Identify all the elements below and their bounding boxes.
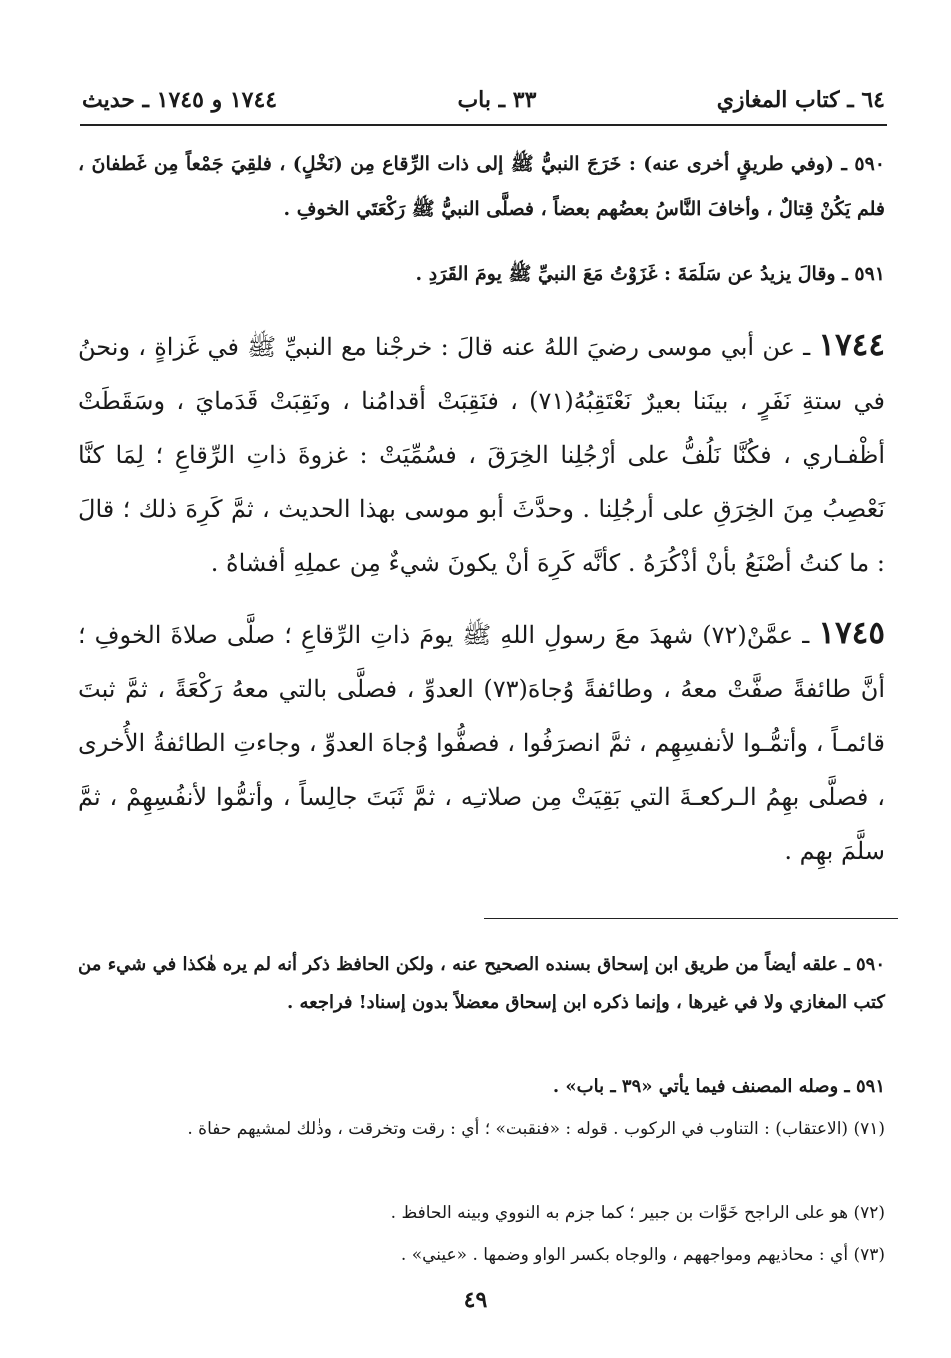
narration-590: ٥٩٠ ـ (وفي طريقٍ أخرى عنه) : خَرَجَ النبيُّ ﷺ إلى ذات الرِّقاع مِن (نَخْلٍ) ، فلقِيَ جَمْعاً مِن غَطفانَ ، فلم يَكُنْ قِتالٌ ، وأخافَ النَّاسُ بعضُهم بعضاً ، فصلَّى النبيُّ ﷺ رَكْعَتَي الخوفِ . [78,153,885,220]
note-590: ٥٩٠ ـ علقه أيضاً من طريق ابن إسحاق بسنده الصحيح عنه ، ولكن الحافظ ذكر أنه لم يره هٰكذا في شيء من كتب المغازي ولا في غيرها ، وإنما ذكره ابن إسحاق معضلاً بدون إسناد! فراجعه . [78,954,885,1013]
hadith-text: ـ عمَّنْ(٧٢) شهدَ معَ رسولِ اللهِ ﷺ يومَ ذاتِ الرِّقاعِ ؛ صلَّى صلاةَ الخوفِ ؛ أنَّ طائفةً صفَّتْ معهُ ، وطائفةً وُجاهَ(٧٣) العدوِّ ، فصلَّى بالتي معهُ رَكْعَةً ، ثمَّ ثبتَ قائمـاً ، وأتمُّـوا لأنفسِهِم ، ثمَّ انصرَفُوا ، فصفُّوا وُجاهَ العدوِّ ، وجاءتِ الطائفةُ الأُخرى ، فصلَّى بهِمُ الـركعـةَ التي بَقِيَتْ مِن صلاتـِه ، ثمَّ ثَبَتَ جالِساً ، وأتمُّوا لأنفُسِهِمْ ، ثمَّ سلَّمَ بهِم . [78,621,886,865]
hadith-number: ١٧٤٥ [818,615,885,651]
hadith-1745 [78,606,885,878]
narration-591: ٥٩١ ـ وقالَ يزيدُ عن سَلَمَةَ : غَزَوْتُ مَعَ النبيِّ ﷺ يومَ القَرَدِ . [415,263,885,285]
hadith-1744 [78,318,885,590]
page-number: ٤٩ [463,1287,488,1313]
note-591: ٥٩١ ـ وصله المصنف فيما يأتي «٣٩ ـ باب» . [552,1076,885,1097]
header-chapter: ٣٣ ـ باب [457,87,537,113]
hadith-text: ـ عن أبي موسى رضيَ اللهُ عنه قالَ : خرجْنا مع النبيِّ ﷺ في غَزاةٍ ، ونحنُ في ستةِ نَفَرٍ ، بينَنا بعيرٌ نَعْتَقِبُهُ(٧١) ، فنَقِبَتْ أقدامُنا ، ونَقِبَتْ قَدَمايَ ، وسَقَطَتْ أظْفـاري ، فكُنَّا نَلُفُّ على أرْجُلِنا الخِرَقَ ، فسُمِّيَتْ : غزوةَ ذاتِ الرِّقاعِ ؛ لِمَا كنَّا نَعْصِبُ مِنَ الخِرَقِ على أرجُلِنا . وحدَّثَ أبو موسى بهذا الحديث ، ثمَّ كَرِهَ ذلك ؛ قالَ : ما كنتُ أصْنَعُ بأنْ أذْكُرَهُ . كأنَّه كَرِهَ أنْ يكونَ شيءٌ مِن عملِهِ أفشاهُ . [78,333,886,577]
footnote-divider [484,918,898,919]
footnote-73: (٧٣) أي : محاذيهم ومواجههم ، والوجاه بكسر الواو وضمها . «عيني» . [400,1245,885,1265]
header-book-title: ٦٤ ـ كتاب المغازي [716,87,885,113]
footnote-72: (٧٢) هو على الراجح خَوَّات بن جبير ؛ كما جزم به النووي وبينه الحافظ . [390,1203,885,1223]
header-hadith-range: ١٧٤٤ و ١٧٤٥ ـ حديث [82,87,278,113]
hadith-number: ١٧٤٤ [818,327,885,363]
footnote-71: (٧١) (الاعتقاب) : التناوب في الركوب . قوله : «فنقبت» ؛ أي : رقت وتخرقت ، وذٰلك لمشيهم حفاة . [187,1119,885,1139]
running-header [82,80,885,120]
header-rule [80,124,887,126]
